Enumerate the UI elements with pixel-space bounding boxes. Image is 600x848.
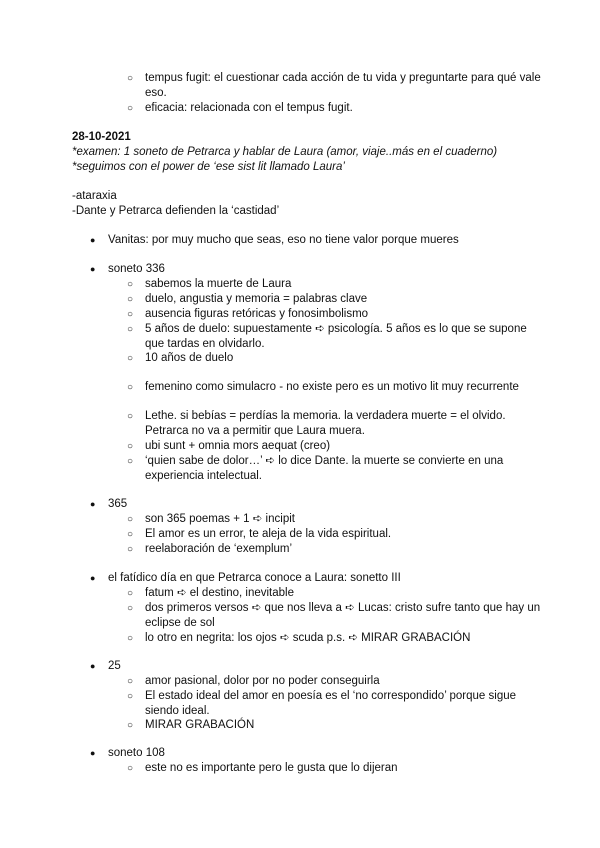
list-item-continuation: Petrarca no va a permitir que Laura muera.	[145, 425, 365, 437]
list-item: lo otro en negrita: los ojos ➪ scuda p.s. ➪ MIRAR GRABACIÓN	[145, 632, 471, 644]
list-item: Lethe. si bebías = perdías la memoria. la verdadera muerte = el olvido.	[145, 410, 506, 422]
bullet-icon: ●	[90, 499, 96, 509]
list-item: ausencia figuras retóricas y fonosimbolismo	[145, 308, 369, 320]
list-item: reelaboración de ‘exemplum’	[145, 543, 293, 555]
bullet-icon: ●	[90, 235, 96, 245]
sub-bullet-icon: ○	[127, 279, 134, 290]
section-title: 365	[108, 498, 128, 510]
list-item: El amor es un error, te aleja de la vida espiritual.	[145, 528, 392, 540]
list-item: MIRAR GRABACIÓN	[145, 719, 255, 731]
bullet-icon: ●	[90, 264, 96, 274]
sub-bullet-icon: ○	[127, 73, 134, 84]
sub-bullet-icon: ○	[127, 529, 134, 540]
sub-bullet-icon: ○	[127, 103, 134, 114]
list-item-continuation: eso.	[145, 87, 167, 99]
sub-bullet-icon: ○	[127, 676, 134, 687]
list-item: eficacia: relacionada con el tempus fugit.	[145, 102, 353, 114]
sub-bullet-icon: ○	[127, 720, 134, 731]
section-title: el fatídico día en que Petrarca conoce a Laura: sonetto III	[108, 572, 401, 584]
sub-bullet-icon: ○	[127, 324, 134, 335]
section-title: soneto 336	[108, 263, 165, 275]
sub-bullet-icon: ○	[127, 603, 134, 614]
plain-line: -Dante y Petrarca defienden la ‘castidad’	[72, 205, 280, 217]
section-title: 25	[108, 660, 121, 672]
list-item: tempus fugit: el cuestionar cada acción de tu vida y preguntarte para qué vale	[145, 72, 541, 84]
sub-bullet-icon: ○	[127, 382, 134, 393]
list-item: este no es importante pero le gusta que lo dijeran	[145, 762, 398, 774]
sub-bullet-icon: ○	[127, 514, 134, 525]
list-item-continuation: que tardas en olvidarlo.	[145, 338, 265, 350]
list-item: El estado ideal del amor en poesía es el ‘no correspondido’ porque sigue	[145, 690, 517, 702]
list-item: dos primeros versos ➪ que nos lleva a ➪ Lucas: cristo sufre tanto que hay un	[145, 602, 541, 614]
list-item: duelo, angustia y memoria = palabras clave	[145, 293, 368, 305]
bullet-icon: ●	[90, 748, 96, 758]
sub-bullet-icon: ○	[127, 294, 134, 305]
date-heading: 28-10-2021	[72, 131, 131, 143]
list-item: 5 años de duelo: supuestamente ➪ psicología. 5 años es lo que se supone	[145, 323, 527, 335]
list-item-continuation: eclipse de sol	[145, 617, 215, 629]
bullet-icon: ●	[90, 661, 96, 671]
list-item: amor pasional, dolor por no poder conseguirla	[145, 675, 380, 687]
sub-bullet-icon: ○	[127, 763, 134, 774]
plain-line: -ataraxia	[72, 190, 117, 202]
italic-note: *seguimos con el power de ‘ese sist lit llamado Laura’	[72, 161, 345, 173]
list-item: son 365 poemas + 1 ➪ incipit	[145, 513, 295, 525]
sub-bullet-icon: ○	[127, 633, 134, 644]
sub-bullet-icon: ○	[127, 456, 134, 467]
section-title: soneto 108	[108, 747, 165, 759]
sub-bullet-icon: ○	[127, 691, 134, 702]
list-item-continuation: siendo ideal.	[145, 705, 210, 717]
sub-bullet-icon: ○	[127, 353, 134, 364]
italic-note: *examen: 1 soneto de Petrarca y hablar de Laura (amor, viaje..más en el cuaderno)	[72, 146, 498, 158]
sub-bullet-icon: ○	[127, 441, 134, 452]
list-item: sabemos la muerte de Laura	[145, 278, 292, 290]
list-item: fatum ➪ el destino, inevitable	[145, 587, 294, 599]
bullet-icon: ●	[90, 573, 96, 583]
sub-bullet-icon: ○	[127, 588, 134, 599]
list-item: Vanitas: por muy mucho que seas, eso no tiene valor porque mueres	[108, 234, 459, 246]
list-item: ‘quien sabe de dolor…’ ➪ lo dice Dante. la muerte se convierte en una	[145, 455, 504, 467]
sub-bullet-icon: ○	[127, 544, 134, 555]
list-item-continuation: experiencia intelectual.	[145, 470, 262, 482]
list-item: 10 años de duelo	[145, 352, 234, 364]
list-item: ubi sunt + omnia mors aequat (creo)	[145, 440, 331, 452]
sub-bullet-icon: ○	[127, 309, 134, 320]
list-item: femenino como simulacro - no existe pero es un motivo lit muy recurrente	[145, 381, 519, 393]
sub-bullet-icon: ○	[127, 411, 134, 422]
